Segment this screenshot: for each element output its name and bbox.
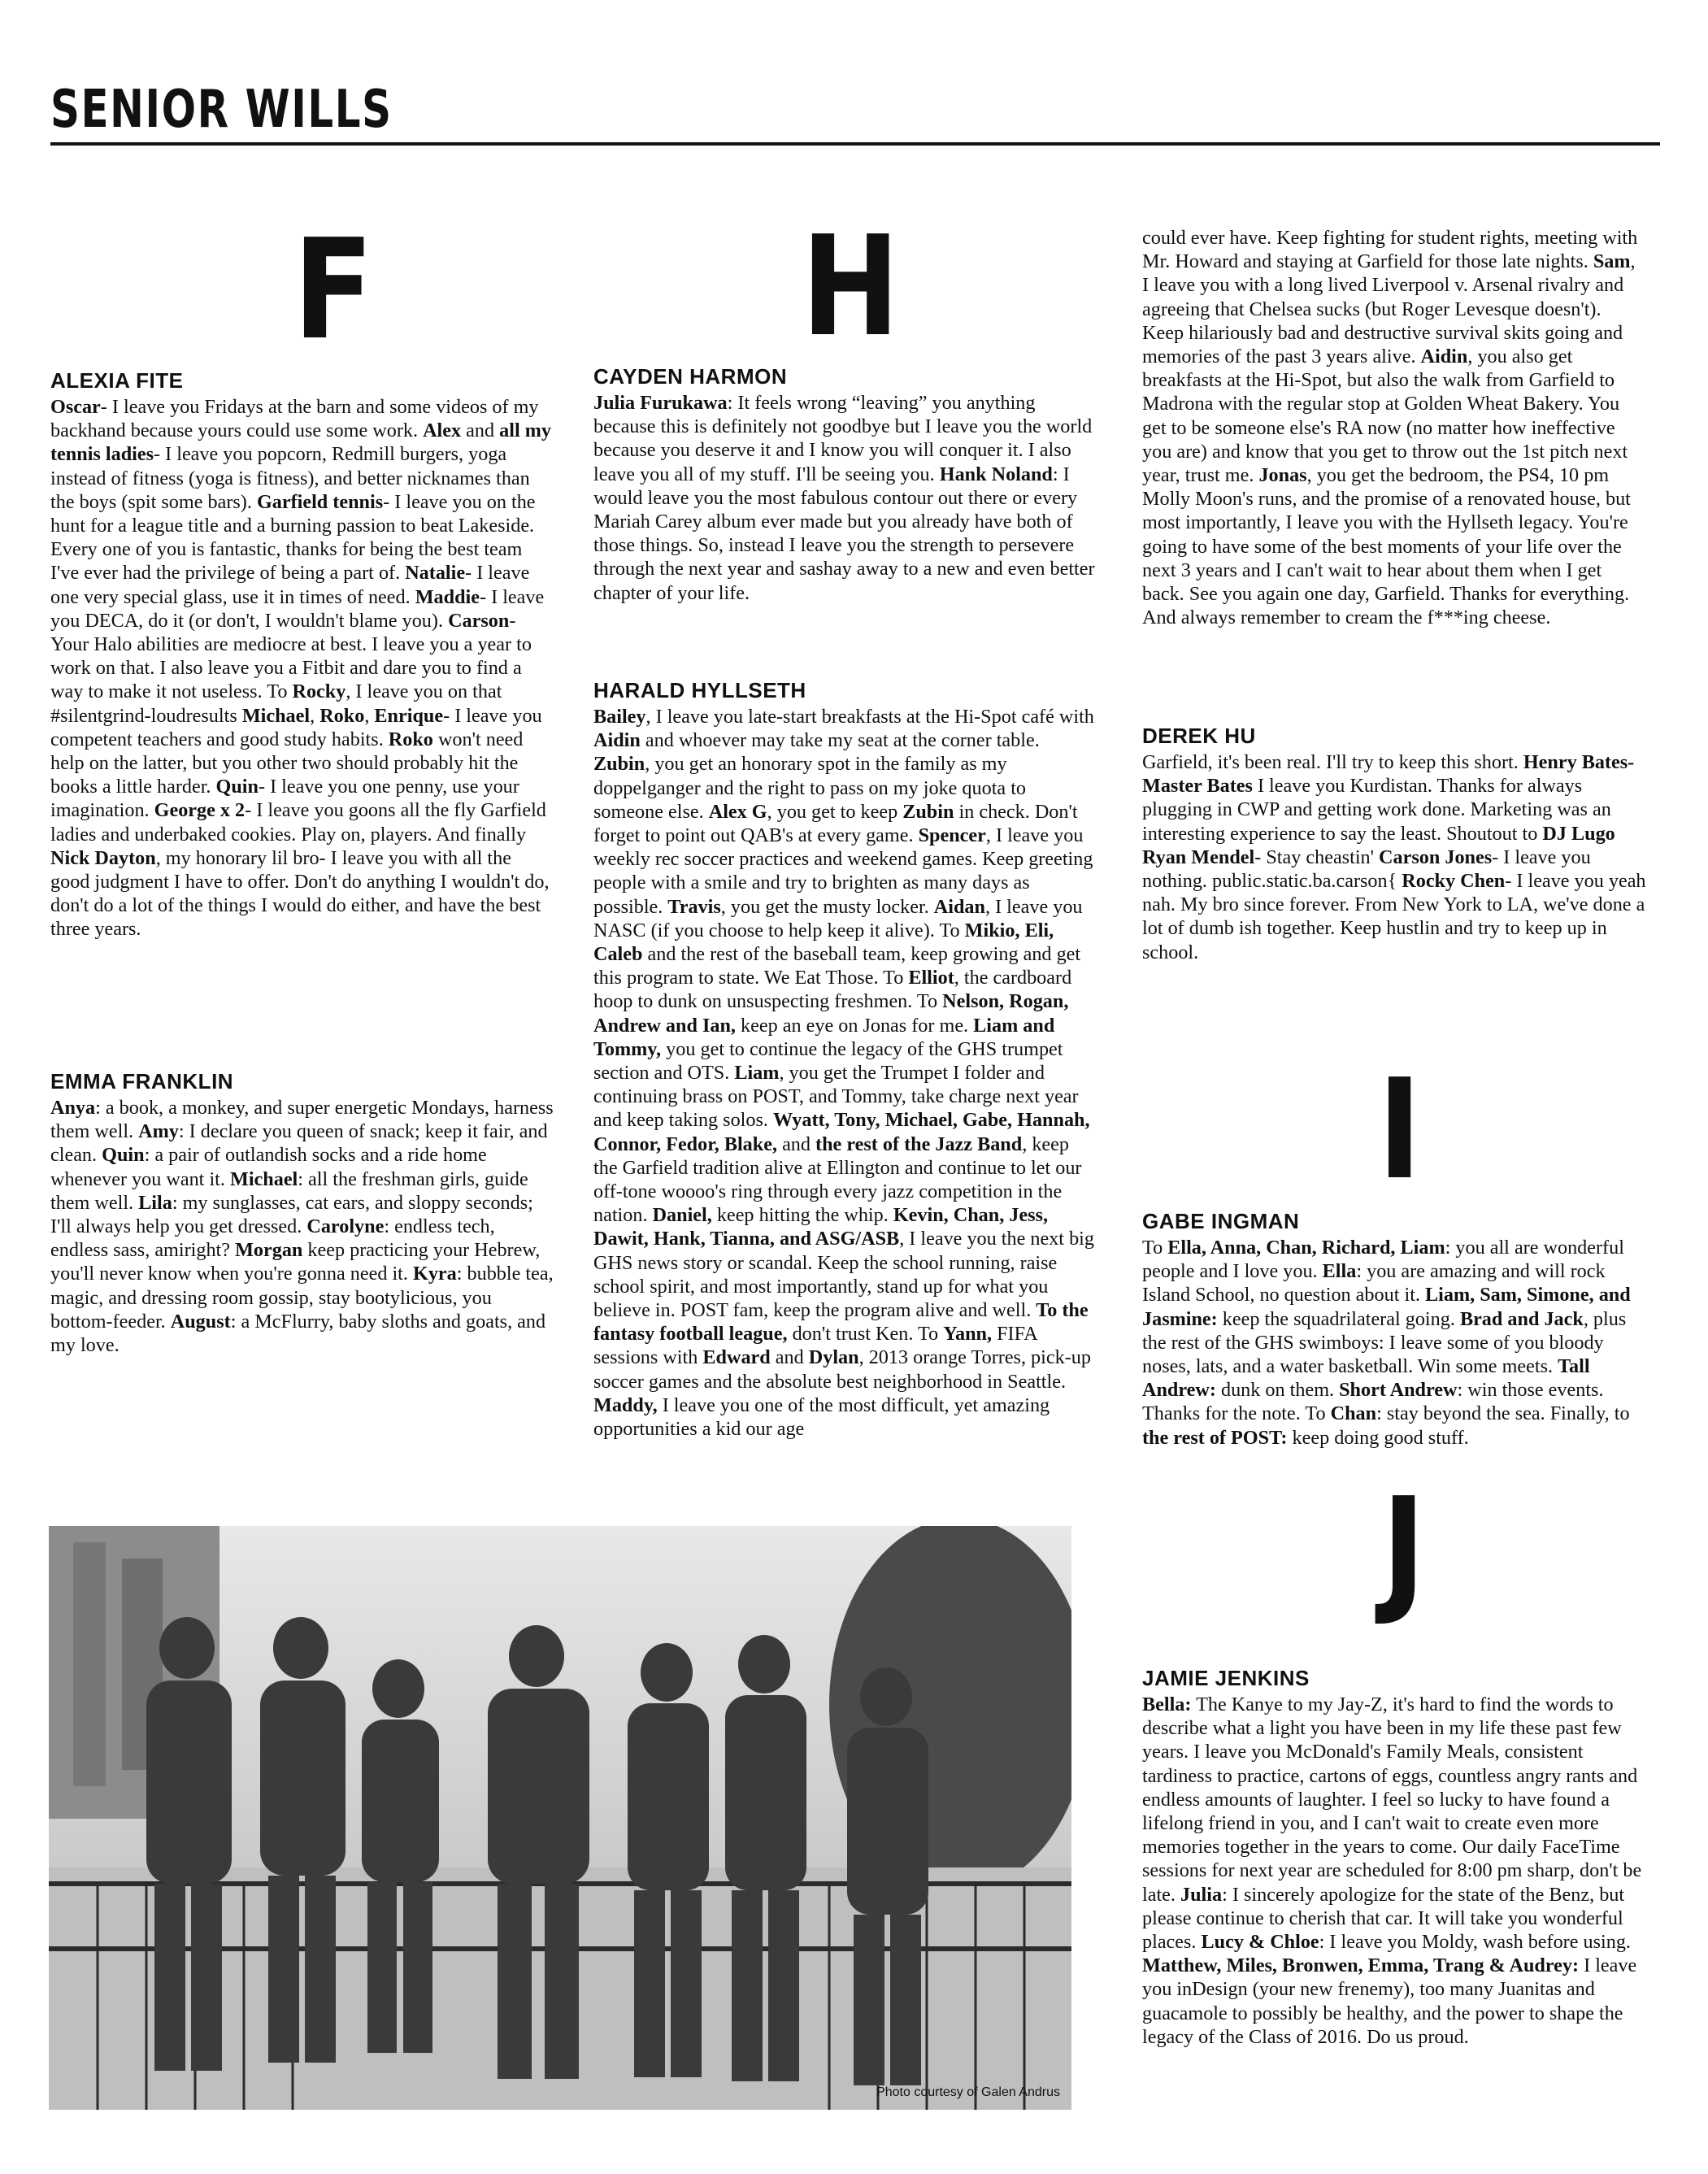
- section-letter-h: H: [801, 207, 900, 367]
- photo-credit: Photo courtesy of Galen Andrus: [876, 2085, 1060, 2099]
- entry-body: To Ella, Anna, Chan, Richard, Liam: you all are wonderful people and I love you. Ella: you are amazing and will rock Island School, no question about it. Liam, Sam, Simone, and Jasmine: keep the squadrilateral going. Brad and Jack, plus the rest of the GHS swimboys: I leave some of you bloody noses, lats, and a water basketball. Win some meets. Tall Andrew: dunk on them. Short Andrew: win those events. Thanks for the note. To Chan: stay beyond the sea. Finally, to the rest of POST: keep doing good stuff.: [1142, 1237, 1631, 1449]
- entry-name: GABE INGMAN: [1142, 1209, 1300, 1233]
- entry-name: ALEXIA FITE: [50, 368, 184, 393]
- section-letter-j: J: [1381, 1468, 1426, 1629]
- entry-alexia-fite: [50, 368, 554, 941]
- entry-name: DEREK HU: [1142, 724, 1256, 748]
- entry-harald-hyllseth-continued: [1142, 226, 1646, 629]
- entry-name: EMMA FRANKLIN: [50, 1069, 234, 1094]
- entry-body: Bella: The Kanye to my Jay-Z, it's hard to find the words to describe what a light you have been in my life these past few years. I leave you McDonald's Family Meals, consistent tardiness to practice, cartons of eggs, countless angry rants and endless amounts of laughter. I feel so lucky to have found a lifelong friend in you, and I can't wait to create even more memories together in the years to come. Our daily FaceTime sessions for next year are scheduled for 8:00 pm sharp, don't be late. Julia: I sincerely apologize for the state of the Benz, but please continue to cherish that car. It will take you wonderful places. Lucy & Chloe: I leave you Moldy, wash before using. Matthew, Miles, Bronwen, Emma, Trang & Audrey: I leave you inDesign (your new frenemy), too many Juanitas and guacamole to possibly be healthy, and the power to shape the legacy of the Class of 2016. Do us proud.: [1142, 1694, 1642, 2048]
- section-letter-f: F: [293, 210, 374, 371]
- group-photo: [49, 1526, 1071, 2110]
- entry-name: CAYDEN HARMON: [593, 364, 788, 389]
- group-photo-illustration: [49, 1526, 1071, 2110]
- entry-name: HARALD HYLLSETH: [593, 678, 806, 702]
- entry-body: Garfield, it's been real. I'll try to keep this short. Henry Bates- Master Bates I leave you Kurdistan. Thanks for always plugging in CWP and getting work done. Marketing was an interesting experience to say the least. Shoutout to DJ Lugo Ryan Mendel- Stay cheastin' Carson Jones- I leave you nothing. public.static.ba.carson{ Rocky Chen- I leave you yeah nah. My bro since forever. From New York to LA, we've done a lot of dumb ish together. Keep hustlin and try to keep up in school.: [1142, 751, 1646, 963]
- entry-body-continued: could ever have. Keep fighting for student rights, meeting with Mr. Howard and staying at Garfield for those late nights. Sam, I leave you with a long lived Liverpool v. Arsenal rivalry and agreeing that Chelsea sucks (but Roger Levesque doesn't). Keep hilariously bad and destructive survival skits going and memories of the past 3 years alive. Aidin, you also get breakfasts at the Hi-Spot, but also the walk from Garfield to Madrona with the regular stop at Golden Wheat Bakery. You get to be someone else's RA now (no matter how ineffective you are) and know that you get to throw out the 1st pitch next year, trust me. Jonas, you get the bedroom, the PS4, 10 pm Molly Moon's runs, and the promise of a renovated house, but most importantly, I leave you with the Hyllseth legacy. You're going to have some of the best moments of your life over the next 3 years and I can't wait to hear about them when I get back. See you again one day, Garfield. Thanks for everything. And always remember to cream the f***ing cheese.: [1142, 227, 1638, 629]
- entry-name: JAMIE JENKINS: [1142, 1666, 1310, 1690]
- page-title: SENIOR WILLS: [50, 80, 393, 140]
- entry-body: Julia Furukawa: It feels wrong “leaving” you anything because this is definitely not goodbye but I leave you the world because you deserve it and I know you will conquer it. I also leave you all of my stuff. I'll be seeing you. Hank Noland: I would leave you the most fabulous contour out there or every Mariah Carey album ever made but you already have both of those things. So, instead I leave you the strength to persevere through the next year and sashay away to a new and even better chapter of your life.: [593, 392, 1095, 604]
- entry-harald-hyllseth: [593, 678, 1097, 1526]
- section-letter-i: I: [1377, 1050, 1422, 1211]
- entry-derek-hu: [1142, 724, 1646, 964]
- entry-gabe-ingman: [1142, 1209, 1646, 1450]
- page-header: [50, 77, 1660, 146]
- entry-body: Anya: a book, a monkey, and super energetic Mondays, harness them well. Amy: I declare you queen of snack; keep it fair, and clean. Quin: a pair of outlandish socks and a ride home whenever you want it. Michael: all the freshman girls, guide them well. Lila: my sunglasses, cat ears, and sloppy seconds; I'll always help you get dressed. Carolyne: endless tech, endless sass, amiright? Morgan keep practicing your Hebrew, you'll never know when you're gonna need it. Kyra: bubble tea, magic, and dressing room gossip, stay bootylicious, you bottom-feeder. August: a McFlurry, baby sloths and goats, and my love.: [50, 1097, 554, 1357]
- entry-emma-franklin: [50, 1069, 554, 1357]
- entry-body: Oscar- I leave you Fridays at the barn and some videos of my backhand because yours could use some work. Alex and all my tennis ladies- I leave you popcorn, Redmill burgers, yoga instead of fitness (yoga is fitness), and better nicknames than the boys (spit some bars). Garfield tennis- I leave you on the hunt for a league title and a burning passion to beat Lakeside. Every one of you is fantastic, thanks for being the best team I've ever had the privilege of being a part of. Natalie- I leave one very special glass, use it in times of need. Maddie- I leave you DECA, do it (or don't, I wouldn't blame you). Carson- Your Halo abilities are mediocre at best. I leave you a year to work on that. I also leave you a Fitbit and dare you to find a way to make it not useless. To Rocky, I leave you on that #silentgrind-loudresults Michael, Roko, Enrique- I leave you competent teachers and good study habits. Roko won't need help on the latter, but you other two should probably hit the books a little harder. Quin- I leave you one penny, use your imagination. George x 2- I leave you goons all the fly Garfield ladies and underbaked cookies. Play on, players. And finally Nick Dayton, my honorary lil bro- I leave you with all the good judgment I have to offer. Don't do anything I wouldn't do, don't do a lot of the things I would do either, and have the best three years.: [50, 396, 551, 941]
- entry-cayden-harmon: [593, 364, 1097, 605]
- entry-jamie-jenkins: [1142, 1666, 1646, 2049]
- entry-body: Bailey, I leave you late-start breakfasts at the Hi-Spot café with Aidin and whoever may take my seat at the corner table. Zubin, you get an honorary spot in the family as my doppelganger and the right to pass on my joke quota to someone else. Alex G, you get to keep Zubin in check. Don't forget to point out QAB's at every game. Spencer, I leave you weekly rec soccer practices and weekend games. Keep greeting people with a smile and try to brighten as many days as possible. Travis, you get the musty locker. Aidan, I leave you NASC (if you choose to help keep it alive). To Mikio, Eli, Caleb and the rest of the baseball team, keep growing and get this program to state. We Eat Those. To Elliot, the cardboard hoop to dunk on unsuspecting freshmen. To Nelson, Rogan, Andrew and Ian, keep an eye on Jonas for me. Liam and Tommy, you get to continue the legacy of the GHS trumpet section and OTS. Liam, you get the Trumpet I folder and continuing brass on POST, and Tommy, take charge next year and keep taking solos. Wyatt, Tony, Michael, Gabe, Hannah, Connor, Fedor, Blake, and the rest of the Jazz Band, keep the Garfield tradition alive at Ellington and continue to let our off-tone woooo's ring through every jazz competition in the nation. Daniel, keep hitting the whip. Kevin, Chan, Jess, Dawit, Hank, Tianna, and ASG/ASB, I leave you the next big GHS news story or scandal. Keep the school running, raise school spirit, and most importantly, stand up for what you believe in. POST fam, keep the program alive and well. To the fantasy football league, don't trust Ken. To Yann, FIFA sessions with Edward and Dylan, 2013 orange Torres, pick-up soccer games and the absolute best neighborhood in Seattle. Maddy, I leave you one of the most difficult, yet amazing opportunities a kid our age: [593, 706, 1094, 1441]
